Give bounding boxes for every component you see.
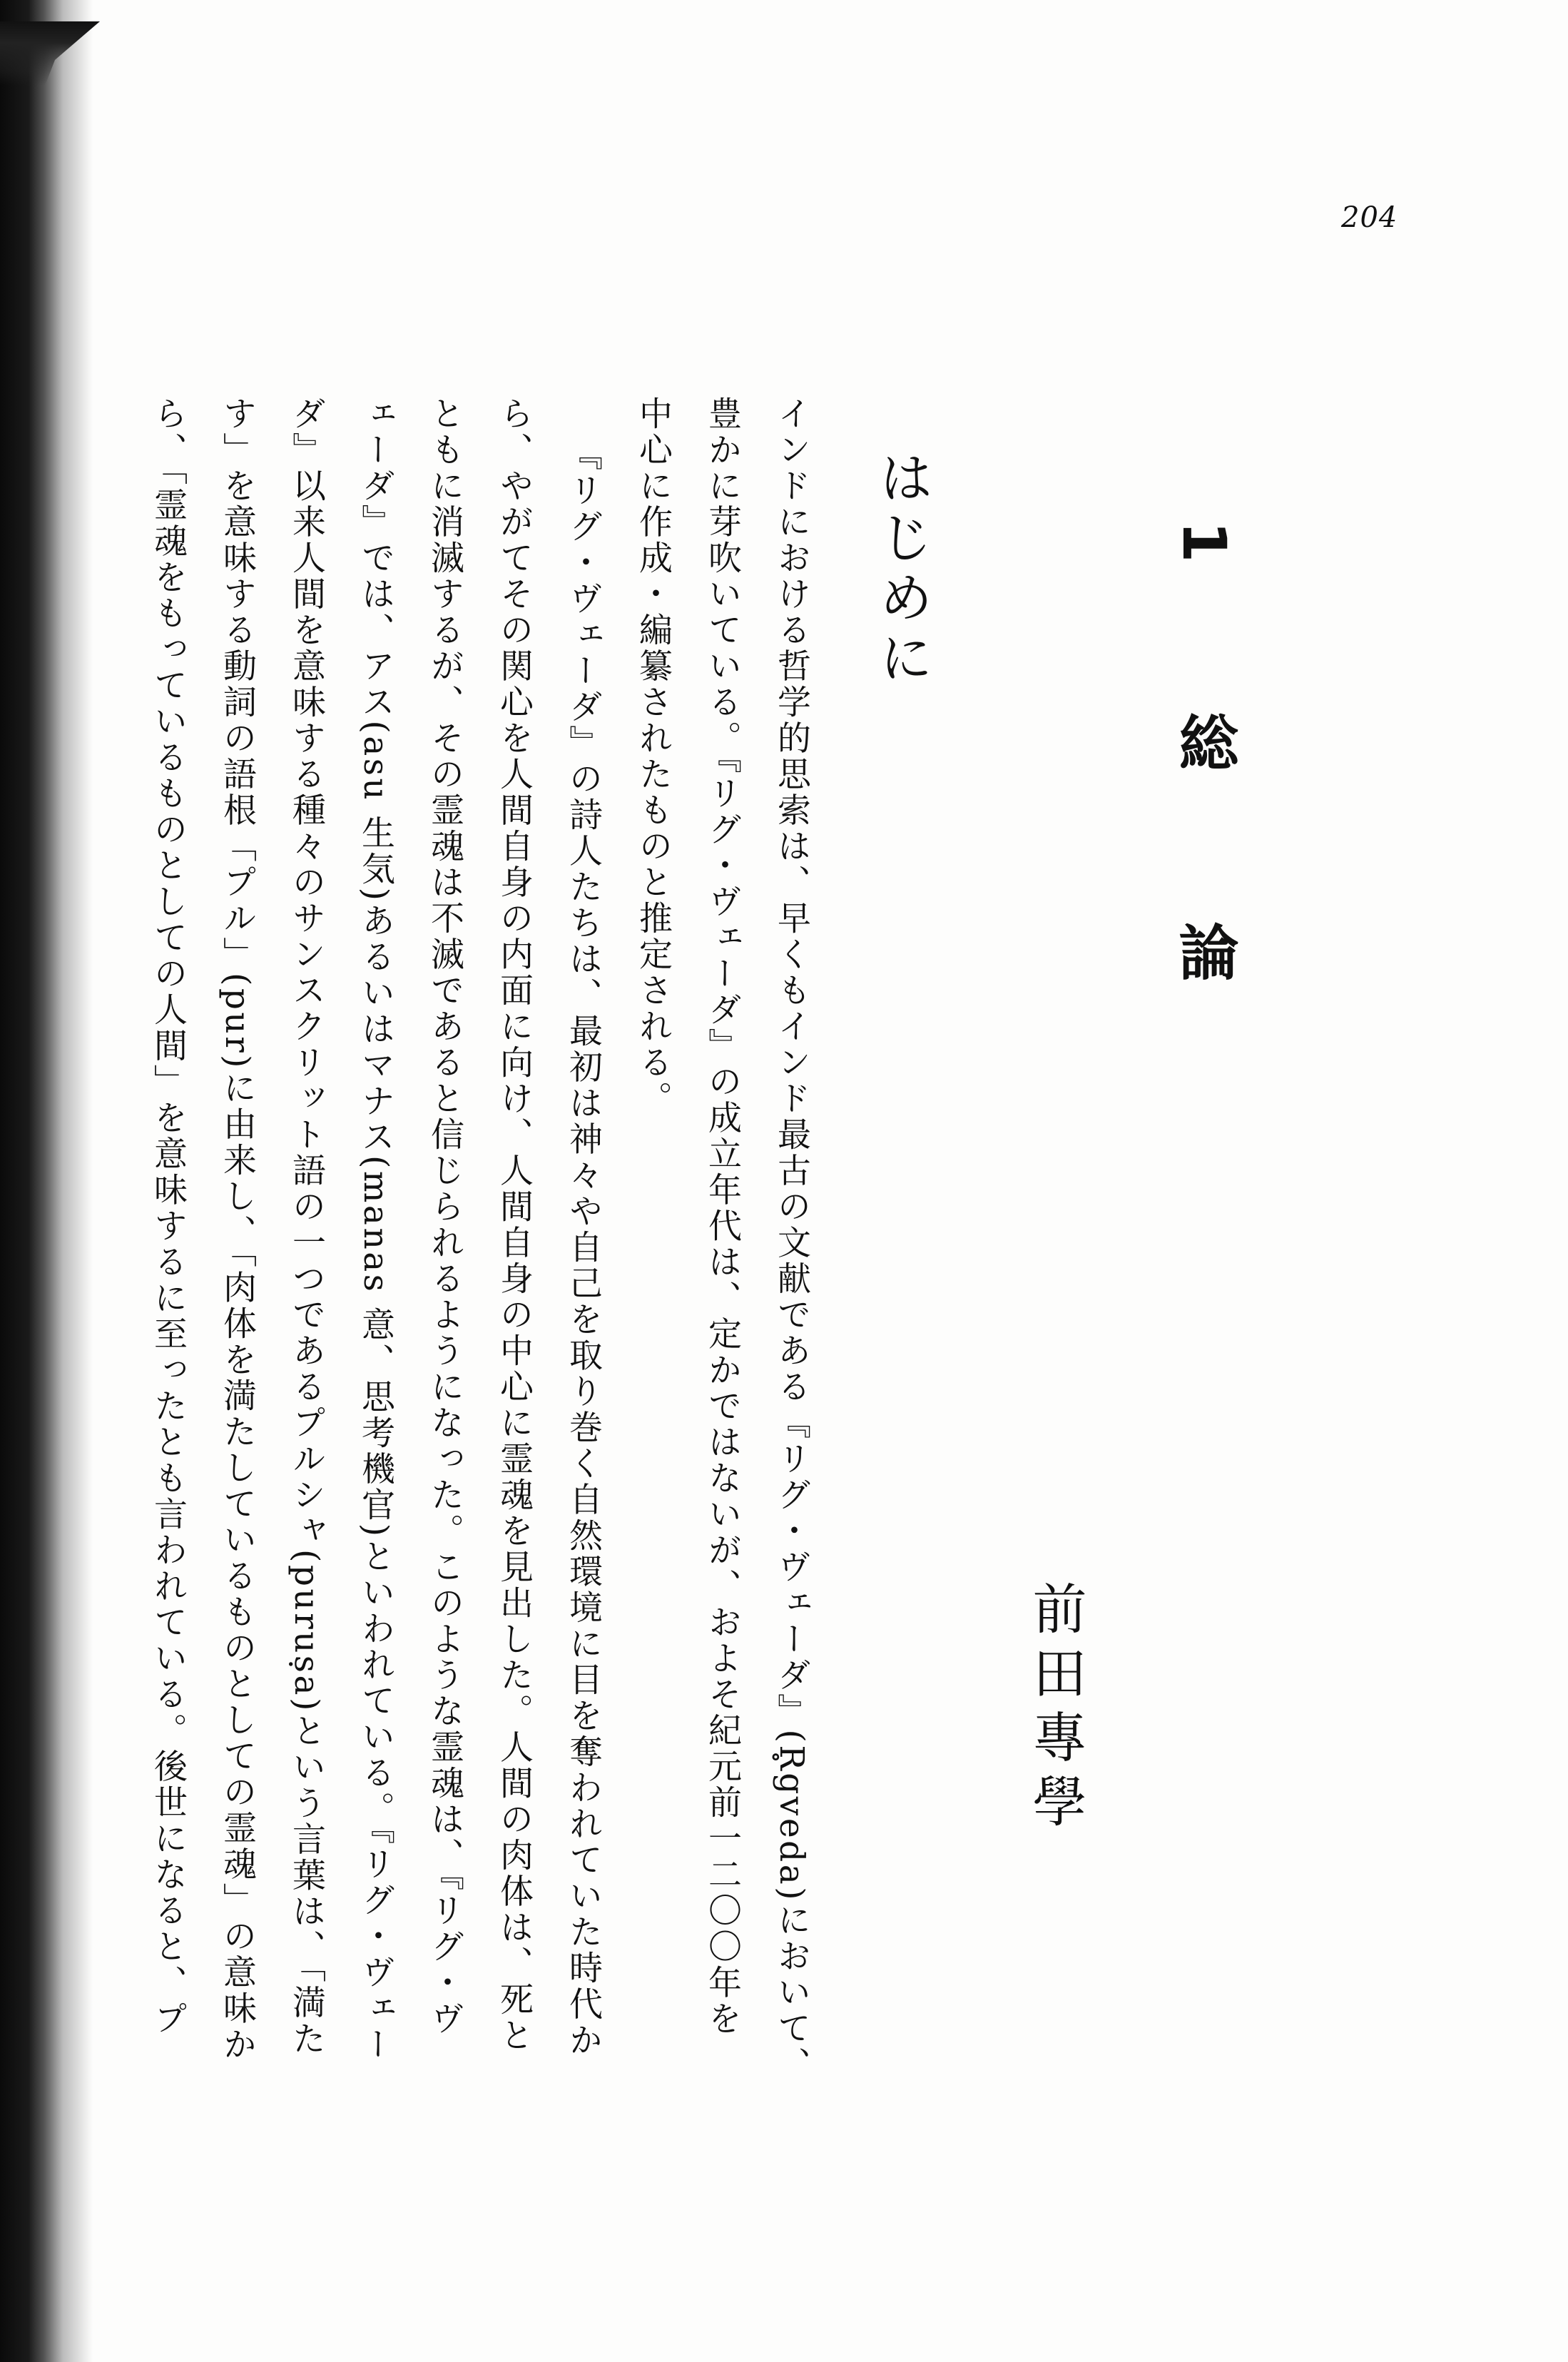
page-number: 204	[1341, 201, 1398, 234]
body-line: ダ』以来人間を意味する種々のサンスクリット語の一つであるプルシャ(puruṣa)という言葉は、「満た	[287, 396, 326, 2057]
book-binding-shadow	[0, 0, 93, 2362]
body-line: ともに消滅するが、その霊魂は不滅であると信じられるようになった。このような霊魂は、『リグ・ヴ	[425, 396, 464, 2037]
body-line: ェーダ』では、アス(asu 生気)あるいはマナス(manas 意、思考機官)といわれている。『リグ・ヴェー	[356, 396, 395, 2063]
body-line: インドにおける哲学的思索は、早くもインド最古の文献である『リグ・ヴェーダ』(R̥gveda)において、	[772, 396, 811, 2083]
section-heading: はじめに	[870, 450, 934, 689]
body-line: 中心に作成・編纂されたものと推定される。	[633, 396, 673, 1117]
body-line: ら、やがてその関心を人間自身の内面に向け、人間自身の中心に霊魂を見出した。人間の肉体は、死と	[494, 396, 534, 2054]
body-line: 豊かに芽吹いている。『リグ・ヴェーダ』の成立年代は、定かではないが、およそ紀元前一二〇〇年を	[703, 396, 742, 2037]
body-line: 『リグ・ヴェーダ』の詩人たちは、最初は神々や自己を取り巻く自然環境に目を奪われていた時代か	[564, 437, 603, 2059]
body-line: す」を意味する動詞の語根「プル」(pur)に由来し、「肉体を満たしているものとしての霊魂」の意味か	[218, 396, 257, 2063]
chapter-title: 1 総 論	[1169, 521, 1239, 1045]
author-name: 前田專學	[1024, 1581, 1087, 1838]
body-line: ら、「霊魂をもっているものとしての人間」を意味するに至ったとも言われている。後世になると、プ	[148, 396, 188, 2037]
